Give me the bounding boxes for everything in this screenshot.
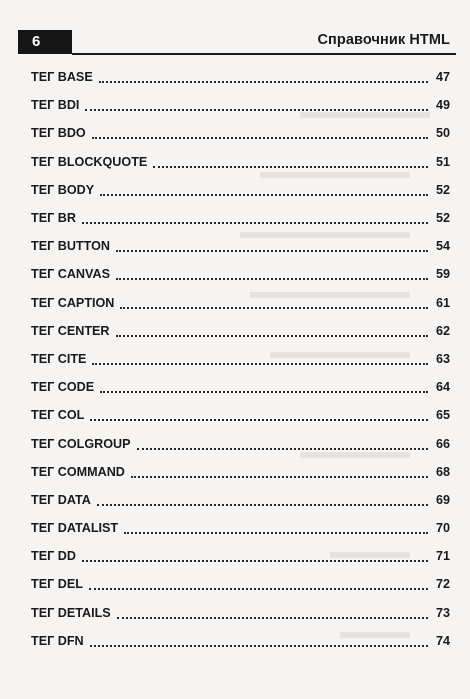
toc-entry-page: 50 xyxy=(432,126,450,140)
toc-entry[interactable] xyxy=(31,401,450,429)
toc-entry-page: 64 xyxy=(432,380,450,394)
toc-entry-page: 72 xyxy=(432,577,450,591)
dot-leader xyxy=(92,123,428,139)
toc-entry-page: 59 xyxy=(432,267,450,281)
toc-entry[interactable] xyxy=(31,345,450,373)
toc-entry-title: ТЕГ DETAILS xyxy=(31,606,115,620)
dot-leader xyxy=(92,349,428,365)
dot-leader xyxy=(100,180,428,196)
toc-entry-page: 70 xyxy=(432,521,450,535)
toc-entry[interactable] xyxy=(31,627,450,655)
table-of-contents xyxy=(31,63,450,655)
dot-leader xyxy=(120,293,428,309)
toc-entry-title: ТЕГ DFN xyxy=(31,634,88,648)
dot-leader xyxy=(131,462,428,478)
toc-entry[interactable] xyxy=(31,91,450,119)
toc-entry-title: ТЕГ BUTTON xyxy=(31,239,114,253)
toc-entry-title: ТЕГ DATA xyxy=(31,493,95,507)
toc-entry-title: ТЕГ CAPTION xyxy=(31,296,118,310)
toc-entry-page: 74 xyxy=(432,634,450,648)
toc-entry-page: 66 xyxy=(432,437,450,451)
toc-entry-title: ТЕГ BDO xyxy=(31,126,90,140)
toc-entry[interactable] xyxy=(31,260,450,288)
dot-leader xyxy=(153,152,428,168)
toc-entry-page: 69 xyxy=(432,493,450,507)
toc-entry[interactable] xyxy=(31,570,450,598)
toc-entry-title: ТЕГ COLGROUP xyxy=(31,437,135,451)
toc-entry-title: ТЕГ BLOCKQUOTE xyxy=(31,155,151,169)
dot-leader xyxy=(89,574,428,590)
toc-entry[interactable] xyxy=(31,232,450,260)
dot-leader xyxy=(116,264,428,280)
dot-leader xyxy=(82,546,428,562)
toc-entry[interactable] xyxy=(31,542,450,570)
toc-entry-title: ТЕГ DD xyxy=(31,549,80,563)
toc-entry[interactable] xyxy=(31,599,450,627)
toc-entry-title: ТЕГ BASE xyxy=(31,70,97,84)
page-number: 6 xyxy=(18,30,72,54)
toc-entry-title: ТЕГ CANVAS xyxy=(31,267,114,281)
toc-entry-page: 49 xyxy=(432,98,450,112)
toc-entry-page: 54 xyxy=(432,239,450,253)
toc-entry-page: 73 xyxy=(432,606,450,620)
toc-entry[interactable] xyxy=(31,148,450,176)
toc-entry-title: ТЕГ CITE xyxy=(31,352,90,366)
toc-entry[interactable] xyxy=(31,289,450,317)
book-title: Справочник HTML xyxy=(317,32,450,48)
toc-entry-page: 52 xyxy=(432,211,450,225)
dot-leader xyxy=(82,208,428,224)
toc-entry[interactable] xyxy=(31,458,450,486)
toc-entry[interactable] xyxy=(31,176,450,204)
toc-entry-title: ТЕГ COL xyxy=(31,408,88,422)
toc-entry[interactable] xyxy=(31,63,450,91)
toc-entry-title: ТЕГ CENTER xyxy=(31,324,114,338)
toc-entry-page: 62 xyxy=(432,324,450,338)
dot-leader xyxy=(99,67,428,83)
toc-entry-page: 71 xyxy=(432,549,450,563)
toc-entry[interactable] xyxy=(31,486,450,514)
dot-leader xyxy=(124,518,428,534)
toc-entry[interactable] xyxy=(31,429,450,457)
toc-entry[interactable] xyxy=(31,204,450,232)
toc-entry-title: ТЕГ COMMAND xyxy=(31,465,129,479)
toc-entry-page: 51 xyxy=(432,155,450,169)
dot-leader xyxy=(116,321,428,337)
header-rule xyxy=(72,53,456,55)
dot-leader xyxy=(85,95,428,111)
dot-leader xyxy=(117,603,428,619)
dot-leader xyxy=(137,434,429,450)
dot-leader xyxy=(97,490,428,506)
toc-entry[interactable] xyxy=(31,119,450,147)
dot-leader xyxy=(90,405,428,421)
dot-leader xyxy=(116,236,428,252)
toc-entry-page: 61 xyxy=(432,296,450,310)
toc-entry-title: ТЕГ DATALIST xyxy=(31,521,122,535)
toc-entry-title: ТЕГ CODE xyxy=(31,380,98,394)
page-header xyxy=(18,30,456,56)
toc-entry-page: 52 xyxy=(432,183,450,197)
toc-entry[interactable] xyxy=(31,514,450,542)
toc-entry-page: 47 xyxy=(432,70,450,84)
toc-entry-page: 68 xyxy=(432,465,450,479)
toc-entry[interactable] xyxy=(31,373,450,401)
toc-entry-title: ТЕГ DEL xyxy=(31,577,87,591)
toc-entry-title: ТЕГ BR xyxy=(31,211,80,225)
toc-entry-title: ТЕГ BDI xyxy=(31,98,83,112)
dot-leader xyxy=(100,377,428,393)
toc-entry[interactable] xyxy=(31,317,450,345)
toc-entry-title: ТЕГ BODY xyxy=(31,183,98,197)
toc-entry-page: 65 xyxy=(432,408,450,422)
dot-leader xyxy=(90,631,428,647)
toc-entry-page: 63 xyxy=(432,352,450,366)
